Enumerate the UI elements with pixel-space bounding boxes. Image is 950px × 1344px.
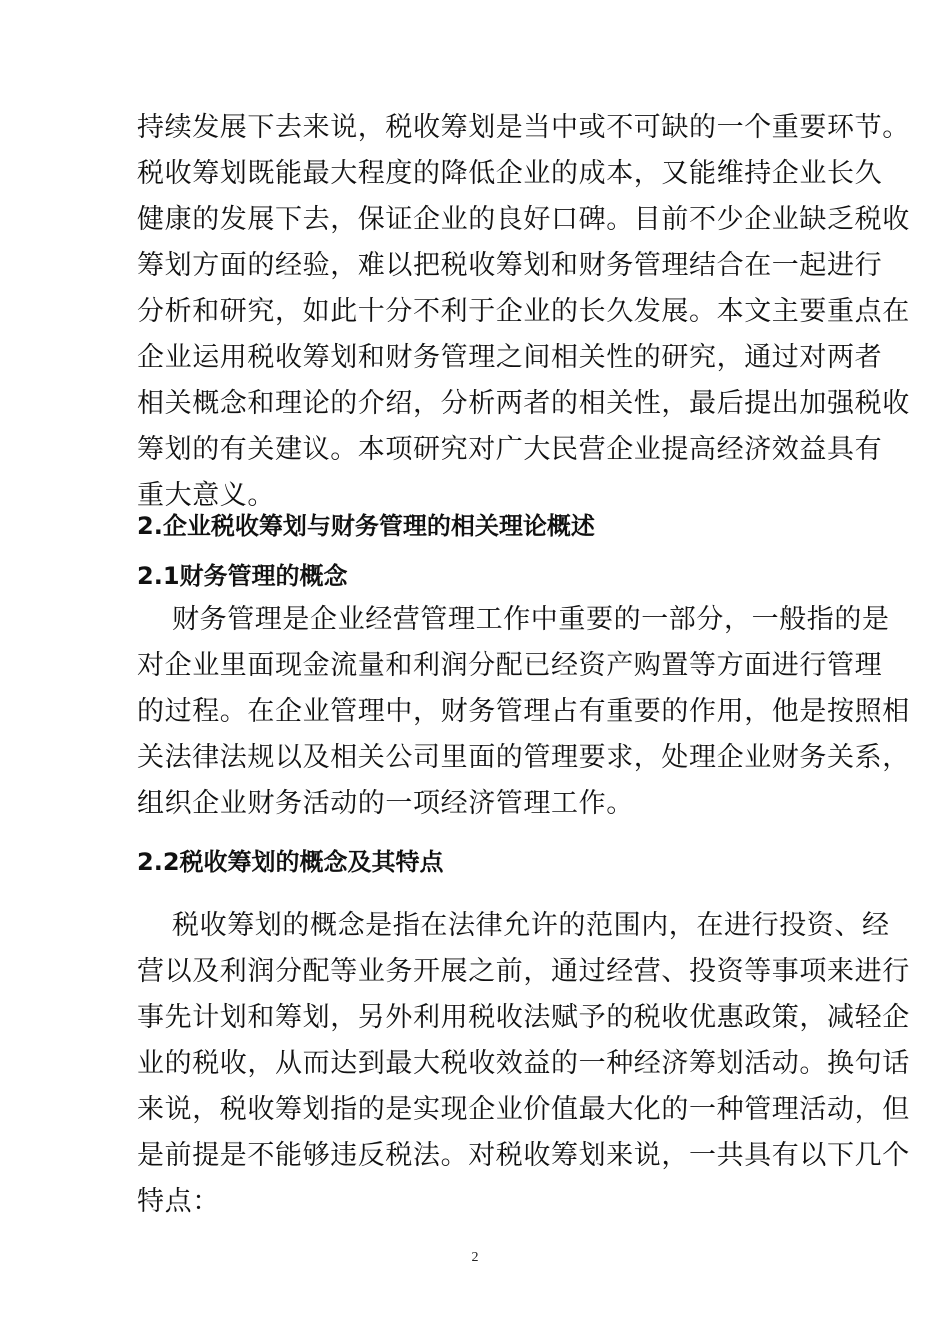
subsection-heading: 2.1财务管理的概念	[137, 562, 348, 590]
paragraph-line: 组织企业财务活动的一项经济管理工作。	[137, 788, 634, 819]
paragraph-line: 税收筹划既能最大程度的降低企业的成本，又能维持企业长久	[137, 158, 883, 189]
paragraph-line: 健康的发展下去，保证企业的良好口碑。目前不少企业缺乏税收	[137, 204, 910, 235]
paragraph-line: 持续发展下去来说，税收筹划是当中或不可缺的一个重要环节。	[137, 112, 910, 143]
paragraph-line: 特点：	[137, 1186, 220, 1217]
paragraph-line: 相关概念和理论的介绍，分析两者的相关性，最后提出加强税收	[137, 388, 910, 419]
paragraph-line: 财务管理是企业经营管理工作中重要的一部分，一般指的是	[172, 604, 890, 635]
paragraph-line: 事先计划和筹划，另外利用税收法赋予的税收优惠政策，减轻企	[137, 1002, 910, 1033]
paragraph-line: 企业运用税收筹划和财务管理之间相关性的研究，通过对两者	[137, 342, 883, 373]
paragraph-line: 来说，税收筹划指的是实现企业价值最大化的一种管理活动，但	[137, 1094, 910, 1125]
paragraph-line: 税收筹划的概念是指在法律允许的范围内，在进行投资、经	[172, 910, 890, 941]
subsection-heading: 2.2税收筹划的概念及其特点	[137, 848, 444, 876]
paragraph-line: 分析和研究，如此十分不利于企业的长久发展。本文主要重点在	[137, 296, 910, 327]
paragraph-line: 筹划的有关建议。本项研究对广大民营企业提高经济效益具有	[137, 434, 883, 465]
paragraph-line: 关法律法规以及相关公司里面的管理要求，处理企业财务关系，	[137, 742, 910, 773]
paragraph-line: 对企业里面现金流量和利润分配已经资产购置等方面进行管理	[137, 650, 883, 681]
paragraph-line: 筹划方面的经验，难以把税收筹划和财务管理结合在一起进行	[137, 250, 883, 281]
paragraph-line: 营以及利润分配等业务开展之前，通过经营、投资等事项来进行	[137, 956, 910, 987]
page-number: 2	[471, 1250, 479, 1265]
paragraph-line: 重大意义。	[137, 480, 275, 511]
paragraph-line: 业的税收，从而达到最大税收效益的一种经济筹划活动。换句话	[137, 1048, 910, 1079]
section-heading: 2.企业税收筹划与财务管理的相关理论概述	[137, 512, 595, 540]
paragraph-line: 的过程。在企业管理中，财务管理占有重要的作用，他是按照相	[137, 696, 910, 727]
paragraph-line: 是前提是不能够违反税法。对税收筹划来说，一共具有以下几个	[137, 1140, 910, 1171]
